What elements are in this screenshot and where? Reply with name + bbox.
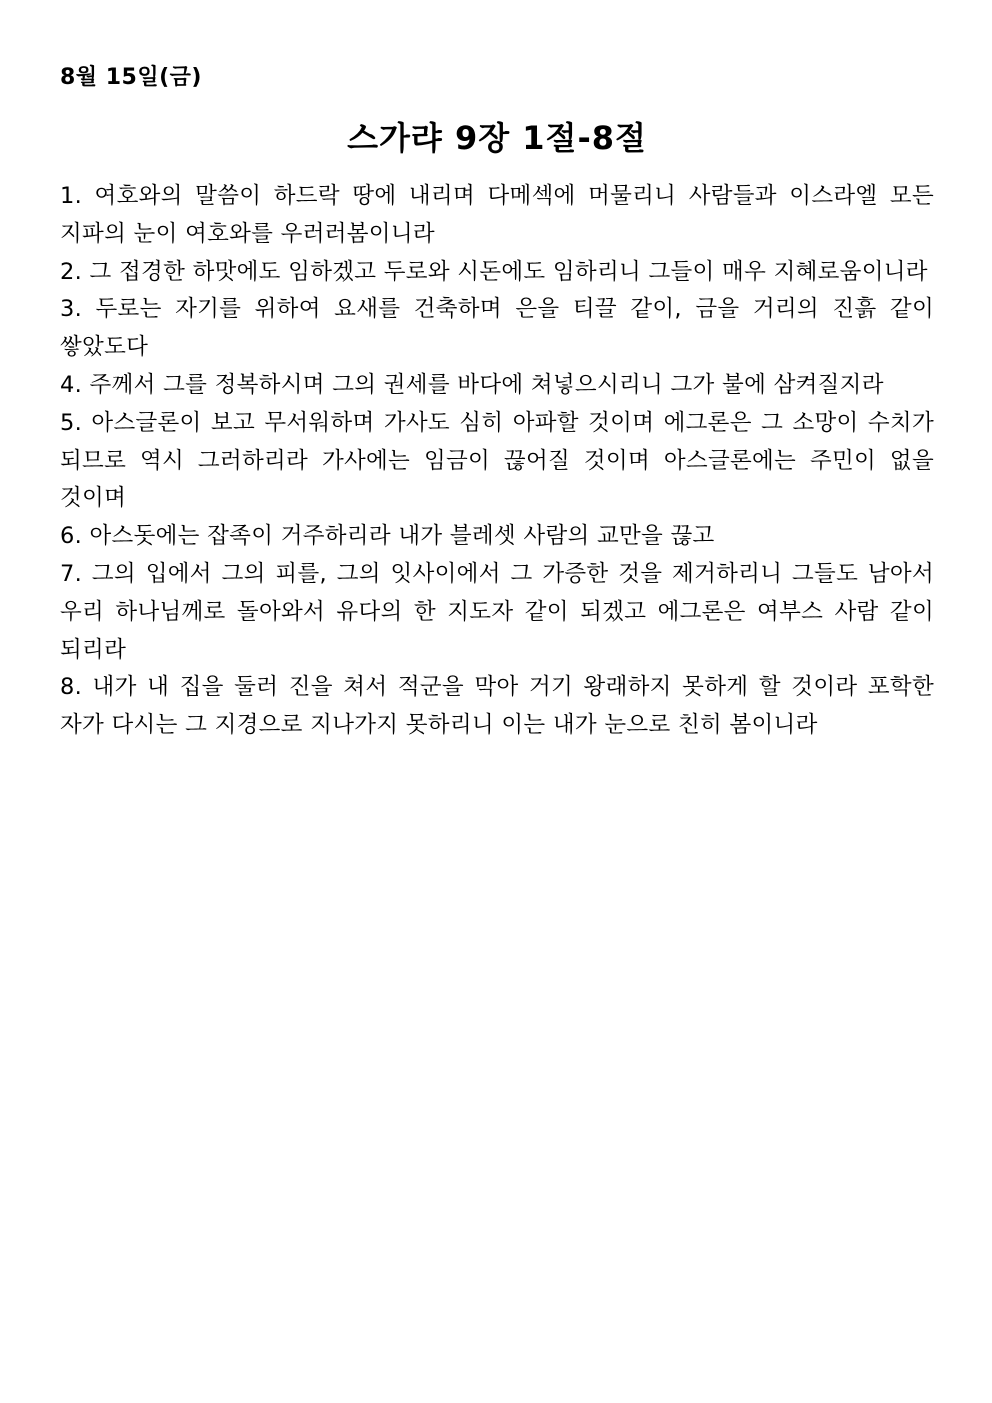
page-title: 스가랴 9장 1절-8절: [347, 119, 647, 157]
verse-4: 4. 주께서 그를 정복하시며 그의 권세를 바다에 쳐넣으시리니 그가 불에 삼켜질지라: [60, 371, 884, 398]
date-heading: 8월 15일(금): [60, 65, 202, 90]
verse-5: 5. 아스글론이 보고 무서워하며 가사도 심히 아파할 것이며 에그론은 그 소망이 수치가 되므로 역시 그러하리라 가사에는 임금이 끊어질 것이며 아스글론에는 주민이 없을 것이며: [60, 409, 934, 512]
verse-2: 2. 그 접경한 하맛에도 임하겠고 두로와 시돈에도 임하리니 그들이 매우 지혜로움이니라: [60, 258, 928, 285]
verse-7: 7. 그의 입에서 그의 피를, 그의 잇사이에서 그 가증한 것을 제거하리니 그들도 남아서 우리 하나님께로 돌아와서 유다의 한 지도자 같이 되겠고 에그론은 여부스 사람 같이 되리라: [60, 560, 934, 663]
verse-8: 8. 내가 내 집을 둘러 진을 쳐서 적군을 막아 거기 왕래하지 못하게 할 것이라 포학한 자가 다시는 그 지경으로 지나가지 못하리니 이는 내가 눈으로 친히 봄이니라: [60, 674, 934, 739]
document-page: [60, 62, 934, 745]
verse-6: 6. 아스돗에는 잡족이 거주하리라 내가 블레셋 사람의 교만을 끊고: [60, 523, 715, 550]
verse-3: 3. 두로는 자기를 위하여 요새를 건축하며 은을 티끌 같이, 금을 거리의 진흙 같이 쌓았도다: [60, 296, 934, 361]
verse-list: [60, 178, 934, 745]
verse-1: 1. 여호와의 말씀이 하드락 땅에 내리며 다메섹에 머물리니 사람들과 이스라엘 모든 지파의 눈이 여호와를 우러러봄이니라: [60, 183, 934, 247]
